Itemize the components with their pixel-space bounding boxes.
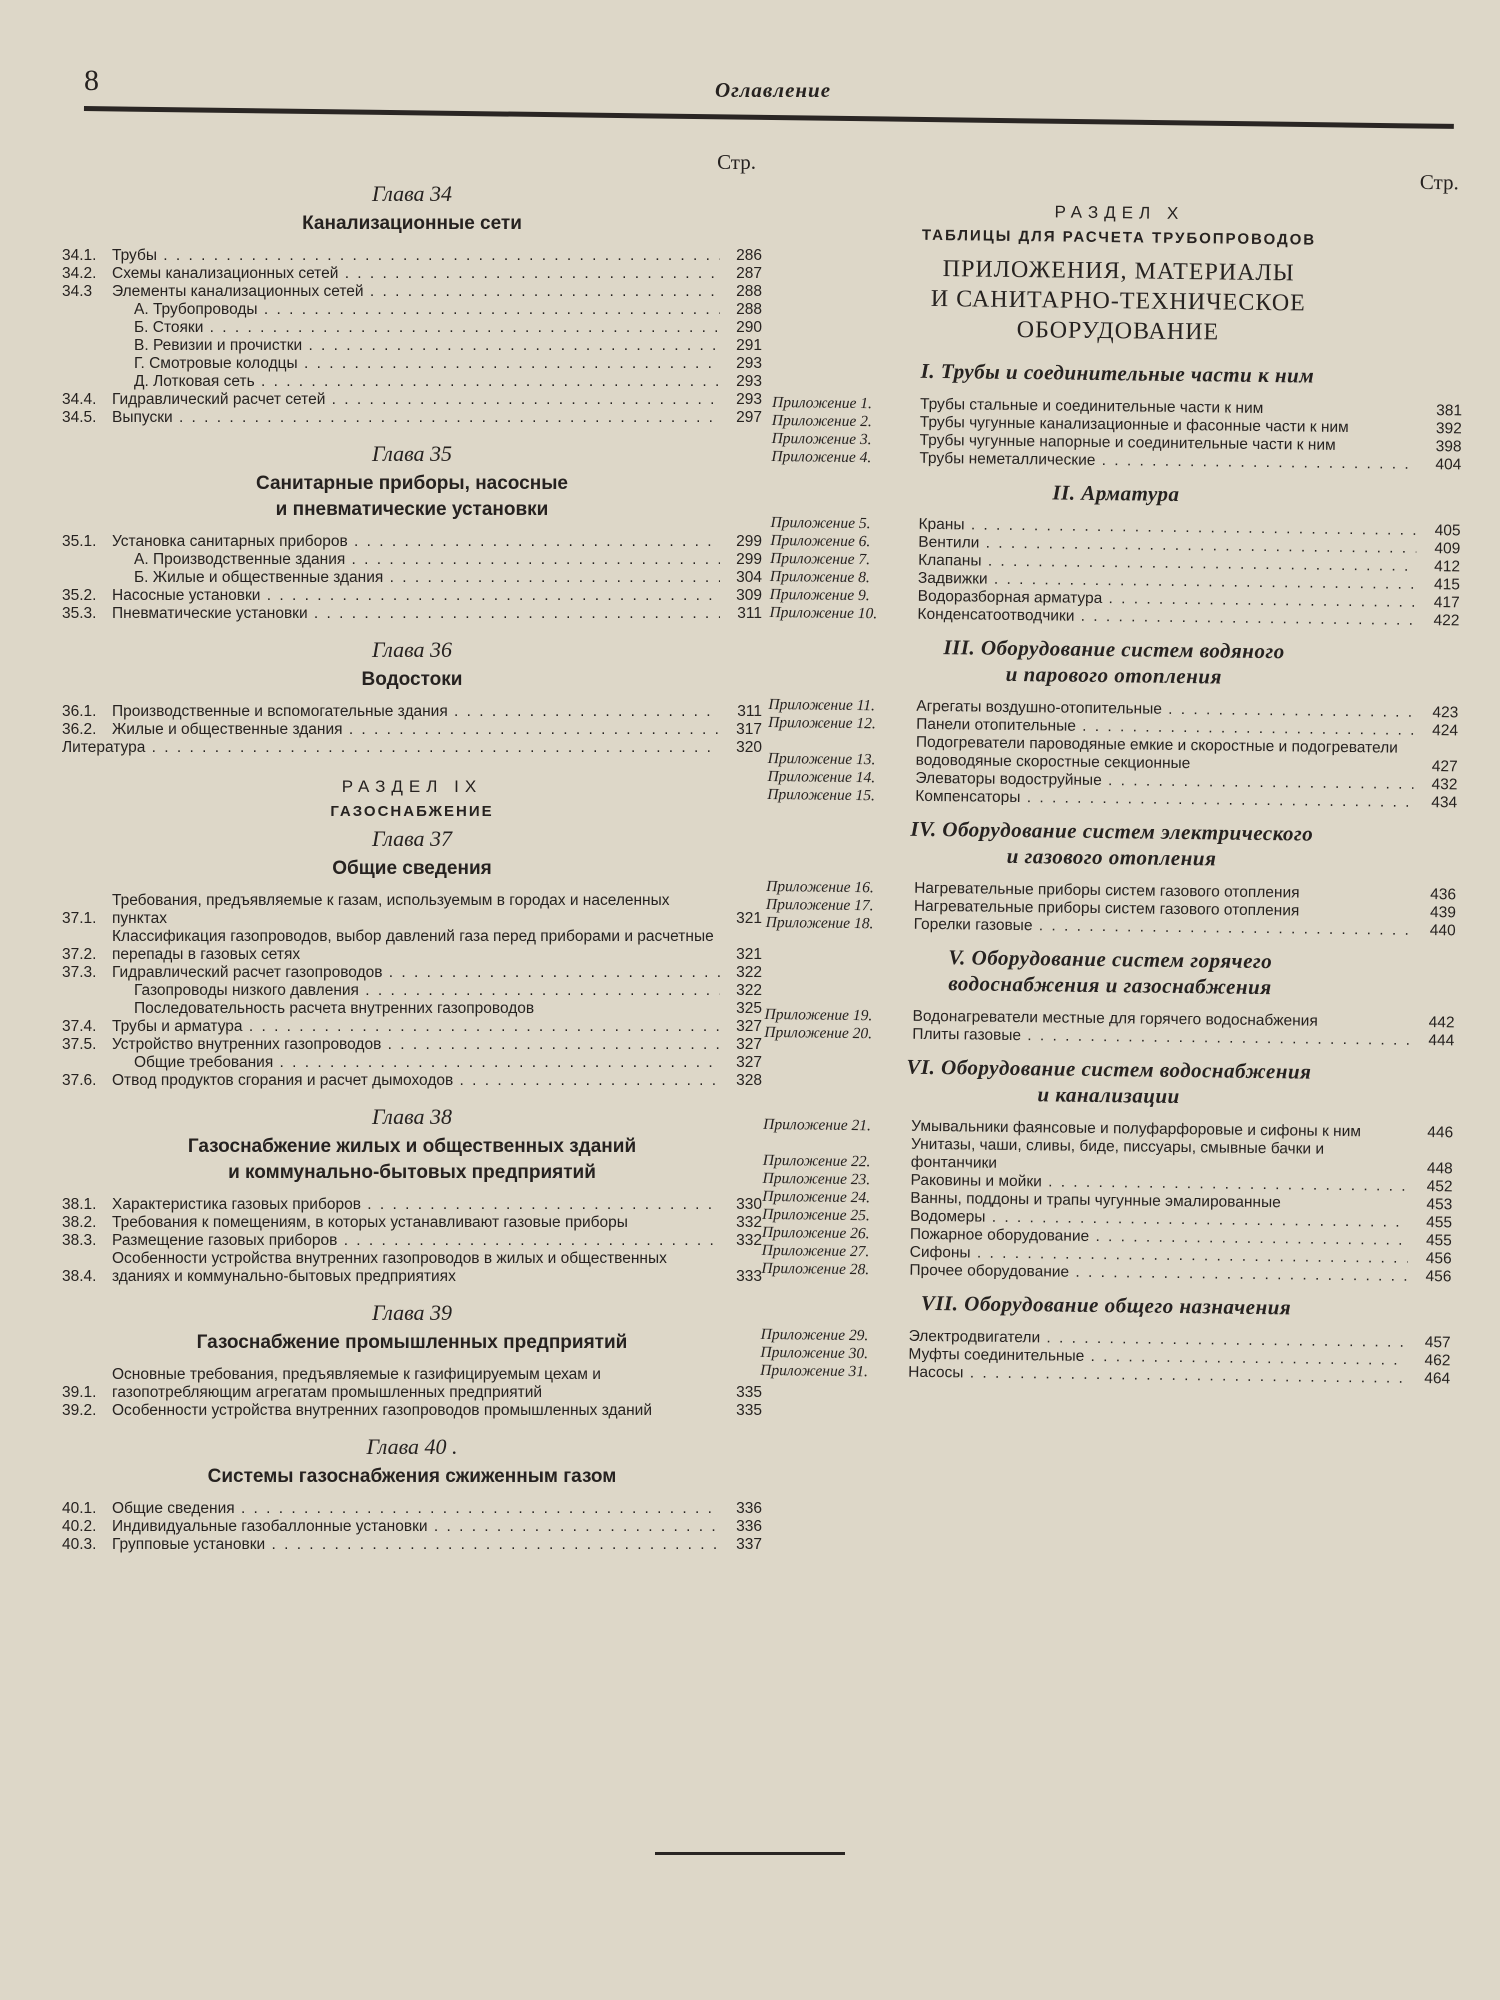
appendix-entry-page: 464 xyxy=(1424,1370,1451,1388)
toc-entry xyxy=(62,391,762,409)
appendix-entry-page: 409 xyxy=(1434,540,1461,558)
appendix-number: Приложение 12. xyxy=(768,713,876,733)
entry-page: 321 xyxy=(736,910,762,927)
toc-entry xyxy=(62,337,762,355)
appendix-number: Приложение 30. xyxy=(760,1343,869,1363)
appendix-section-heading xyxy=(772,356,1462,390)
entry-number: 37.4. xyxy=(62,1018,97,1035)
entry-title: Индивидуальные газобаллонные установки . . . xyxy=(112,1518,720,1536)
chapter-title-line: Водостоки xyxy=(361,669,463,690)
entry-number: 34.1. xyxy=(62,247,97,264)
entry-title: Г. Смотровые колодцы . . . xyxy=(112,355,720,373)
entry-title: Установка санитарных приборов . . . xyxy=(112,533,720,551)
entry-title: Групповые установки . . . xyxy=(112,1536,720,1554)
appendix-entry-title: Водомеры . . . xyxy=(910,1208,1408,1232)
appendix-number: Приложение 2. xyxy=(771,411,872,431)
end-rule xyxy=(655,1852,845,1855)
toc-entry xyxy=(62,265,762,283)
toc-entry xyxy=(62,587,762,605)
appendix-title xyxy=(773,252,1464,350)
entry-title: Литература . . . xyxy=(62,739,720,757)
toc-entry xyxy=(62,928,762,964)
appendix-entry-title: Клапаны . . . xyxy=(918,552,1416,576)
appendix-entry-page: 412 xyxy=(1434,558,1461,576)
appendix-number: Приложение 11. xyxy=(768,695,875,715)
appendix-number: Приложение 23. xyxy=(762,1169,871,1189)
appendix-entry-title: Нагревательные приборы систем газового отопления xyxy=(913,897,1300,920)
appendix-section-heading xyxy=(771,476,1461,510)
toc-entry xyxy=(62,982,762,1000)
entry-page: 328 xyxy=(736,1072,762,1089)
appendix-section-heading xyxy=(766,814,1457,874)
block-spacer xyxy=(62,1420,762,1428)
toc-entry xyxy=(62,892,762,928)
appendix-entry-page: 417 xyxy=(1433,594,1460,612)
entry-page: 299 xyxy=(736,551,762,568)
chapter-title-line: Газоснабжение жилых и общественных зданий xyxy=(187,1136,637,1157)
section-heading: РАЗДЕЛ IX xyxy=(341,777,483,796)
block-spacer xyxy=(62,1286,762,1294)
appendix-entry-page: 427 xyxy=(1431,758,1458,776)
appendix-entry-title: Водонагреватели местные для горячего водоснабжения xyxy=(912,1007,1318,1030)
entry-title: В. Ревизии и прочистки . . . xyxy=(112,337,720,355)
entry-number: 38.4. xyxy=(62,1268,97,1285)
entry-number: 38.3. xyxy=(62,1232,97,1249)
appendix-entry-title: Подогреватели пароводяные емкие и скоростные и подогреватели водоводяные скоростные секционные xyxy=(915,733,1398,773)
entry-page: 304 xyxy=(736,569,762,586)
appendix-number: Приложение 5. xyxy=(770,513,871,533)
chapter-number: Глава 34 xyxy=(371,181,453,206)
entry-page: 288 xyxy=(736,301,762,318)
appendix-entry-page: 455 xyxy=(1425,1232,1452,1250)
entry-page: 317 xyxy=(736,721,762,738)
entry-page: 333 xyxy=(736,1268,762,1285)
chapter-title-line: и пневматические установки xyxy=(275,499,549,520)
appendix-title-line: И САНИТАРНО-ТЕХНИЧЕСКОЕ xyxy=(930,285,1306,317)
appendix-entry-title: Плиты газовые . . . xyxy=(912,1026,1410,1050)
appendix-number: Приложение 14. xyxy=(767,767,876,787)
appendix-entry-page: 432 xyxy=(1431,776,1458,794)
entry-page: 309 xyxy=(736,587,762,604)
appendix-entry-page: 404 xyxy=(1435,456,1462,474)
appendix-entry-page: 444 xyxy=(1428,1032,1455,1050)
entry-title: Газопроводы низкого давления . . . xyxy=(112,982,720,1000)
appendix-entry-title: Агрегаты воздушно-отопительные . . . xyxy=(916,698,1414,722)
chapter-title-line: и коммунально-бытовых предприятий xyxy=(228,1162,596,1183)
entry-title: Схемы канализационных сетей . . . xyxy=(112,265,720,283)
appendix-number: Приложение 9. xyxy=(769,585,870,605)
appendix-section-heading-line: и парового отопления xyxy=(1005,661,1223,689)
appendix-section-heading-line: водоснабжения и газоснабжения xyxy=(948,971,1272,1000)
header-rule xyxy=(84,106,1454,129)
appendix-entry-page: 422 xyxy=(1433,612,1460,630)
entry-page: 327 xyxy=(736,1018,762,1035)
appendix-entry-page: 455 xyxy=(1426,1214,1453,1232)
entry-title: Требования, предъявляемые к газам, используемым в городах и населенных пунктах xyxy=(112,892,670,927)
appendix-section-heading-line: V. Оборудование систем горячего xyxy=(948,945,1273,974)
toc-entry xyxy=(62,1072,762,1090)
chapter-title xyxy=(62,1464,762,1490)
appendix-number: Приложение 27. xyxy=(761,1241,870,1261)
entry-page: 293 xyxy=(736,373,762,390)
entry-page: 320 xyxy=(736,739,762,756)
appendix-entry-title: Унитазы, чаши, сливы, биде, писсуары, смывные бачки и фонтанчики xyxy=(910,1135,1325,1172)
entry-number: 39.1. xyxy=(62,1384,97,1401)
entry-title: Б. Стояки . . . xyxy=(112,319,720,337)
appendix-entry-page: 392 xyxy=(1435,420,1462,438)
toc-entry xyxy=(62,1500,762,1518)
toc-entry xyxy=(62,739,762,757)
entry-page: 332 xyxy=(736,1232,762,1249)
entry-title: Последовательность расчета внутренних газопроводов xyxy=(134,1000,535,1017)
appendix-section-heading-line: III. Оборудование систем водяного xyxy=(943,635,1285,664)
appendix-section-heading xyxy=(761,1288,1451,1322)
toc-entry xyxy=(62,355,762,373)
entry-title: Б. Жилые и общественные здания . . . xyxy=(112,569,720,587)
entry-title: Устройство внутренних газопроводов . . . xyxy=(112,1036,720,1054)
appendix-title-line: ПРИЛОЖЕНИЯ, МАТЕРИАЛЫ xyxy=(942,256,1295,287)
appendix-number: Приложение 3. xyxy=(771,429,872,449)
toc-entry xyxy=(62,1518,762,1536)
appendix-entry-title: Горелки газовые . . . xyxy=(914,916,1412,940)
appendix-section-heading-line: I. Трубы и соединительные части к ним xyxy=(920,358,1315,388)
entry-title: Характеристика газовых приборов . . . xyxy=(112,1196,720,1214)
toc-entry xyxy=(62,605,762,623)
entry-number: 35.3. xyxy=(62,605,97,622)
toc-entry xyxy=(62,373,762,391)
appendix-number: Приложение 20. xyxy=(764,1023,873,1043)
section-subheading: ТАБЛИЦЫ ДЛЯ РАСЧЕТА ТРУБОПРОВОДОВ xyxy=(921,226,1317,249)
entry-title: Размещение газовых приборов . . . xyxy=(112,1232,720,1250)
entry-title: Элементы канализационных сетей . . . xyxy=(112,283,720,301)
appendix-number: Приложение 28. xyxy=(761,1259,870,1279)
appendix-section-heading-line: VI. Оборудование систем водоснабжения xyxy=(906,1054,1312,1084)
chapter-title-line: Канализационные сети xyxy=(302,213,522,234)
toc-entry xyxy=(62,301,762,319)
appendix-number: Приложение 8. xyxy=(769,567,870,587)
entry-number: 38.1. xyxy=(62,1196,97,1213)
toc-entry xyxy=(62,1214,762,1232)
entry-title: Насосные установки . . . xyxy=(112,587,720,605)
appendix-section-heading-line: IV. Оборудование систем электрического xyxy=(910,816,1314,846)
entry-number: 35.1. xyxy=(62,533,97,550)
appendix-entry-page: 398 xyxy=(1435,438,1462,456)
toc-entry xyxy=(62,703,762,721)
appendix-entry-page: 434 xyxy=(1431,794,1458,812)
appendix-number: Приложение 10. xyxy=(769,603,878,623)
section-heading: РАЗДЕЛ X xyxy=(1054,202,1185,224)
appendix-title-line: ОБОРУДОВАНИЕ xyxy=(1016,316,1220,346)
appendix-entry-page: 442 xyxy=(1428,1014,1455,1032)
entry-title: Жилые и общественные здания . . . xyxy=(112,721,720,739)
appendix-entry-page: 448 xyxy=(1426,1160,1453,1178)
chapter-number: Глава 36 xyxy=(371,637,453,662)
entry-title: Особенности устройства внутренних газопроводов в жилых и общественных зданиях и коммунально-бытовых предприятиях xyxy=(112,1250,667,1285)
entry-page: 325 xyxy=(736,1000,762,1017)
appendix-entry-title: Пожарное оборудование . . . xyxy=(910,1226,1408,1250)
appendix-number: Приложение 15. xyxy=(767,785,876,805)
entry-title: Выпуски . . . xyxy=(112,409,720,427)
appendix-number: Приложение 29. xyxy=(760,1325,869,1345)
entry-page: 336 xyxy=(736,1500,762,1517)
page-column-label: Стр. xyxy=(1419,169,1459,195)
entry-title: А. Производственные здания . . . xyxy=(112,551,720,569)
toc-entry xyxy=(62,1018,762,1036)
appendix-entry-page: 436 xyxy=(1430,886,1457,904)
appendix-entry-title: Водоразборная арматура . . . xyxy=(918,588,1416,612)
entry-title: Общие сведения . . . xyxy=(112,1500,720,1518)
chapter-number: Глава 38 xyxy=(371,1104,453,1129)
entry-page: 321 xyxy=(736,946,762,963)
toc-entry xyxy=(62,409,762,427)
entry-title: Трубы . . . xyxy=(112,247,720,265)
entry-title: Классификация газопроводов, выбор давлений газа перед приборами и расчетные перепады в газовых сетях xyxy=(112,928,714,963)
appendix-section-heading-line: II. Арматура xyxy=(1052,480,1180,506)
appendix-entry-page: 405 xyxy=(1434,522,1461,540)
toc-entry xyxy=(62,569,762,587)
entry-number: 35.2. xyxy=(62,587,97,604)
appendix-entry-title: Прочее оборудование . . . xyxy=(909,1262,1407,1286)
toc-entry xyxy=(62,283,762,301)
appendix-number: Приложение 25. xyxy=(762,1205,870,1225)
chapter-title xyxy=(62,1134,762,1186)
appendix-number: Приложение 17. xyxy=(765,895,874,915)
appendix-section-heading-line: VII. Оборудование общего назначения xyxy=(920,1290,1292,1320)
toc-entry xyxy=(62,1054,762,1072)
appendix-entry-page: 440 xyxy=(1429,922,1456,940)
toc-entry xyxy=(62,319,762,337)
chapter-title-line: Санитарные приборы, насосные xyxy=(256,473,568,494)
appendix-entry-title: Раковины и мойки . . . xyxy=(910,1172,1408,1196)
entry-page: 297 xyxy=(736,409,762,426)
appendix-entry-page: 452 xyxy=(1426,1178,1453,1196)
running-header-title: Оглавление xyxy=(715,78,832,102)
appendix-entry-title: Умывальники фаянсовые и полуфарфоровые и сифоны к ним xyxy=(911,1117,1362,1141)
toc-entry xyxy=(62,1366,762,1402)
entry-number: 36.1. xyxy=(62,703,97,720)
appendix-section-heading xyxy=(765,942,1456,1002)
chapter-title xyxy=(62,856,762,882)
appendix-entry-title: Панели отопительные . . . xyxy=(916,716,1414,740)
entry-title: Гидравлический расчет газопроводов . . . xyxy=(112,964,720,982)
appendix-entry-title: Насосы . . . xyxy=(908,1364,1406,1388)
toc-entry xyxy=(62,1196,762,1214)
appendix-entry-title: Трубы чугунные напорные и соединительные части к ним xyxy=(919,431,1336,454)
entry-page: 287 xyxy=(736,265,762,282)
entry-title: Основные требования, предъявляемые к газифицируемым цехам и газопотребляющим агрегатам промышленных предприятий xyxy=(112,1366,601,1401)
entry-page: 335 xyxy=(736,1384,762,1401)
entry-title: Отвод продуктов сгорания и расчет дымоходов . . . xyxy=(112,1072,720,1090)
entry-number: 40.3. xyxy=(62,1536,97,1553)
entry-title: Особенности устройства внутренних газопроводов промышленных зданий xyxy=(112,1402,653,1419)
entry-title: Производственные и вспомогательные здания . . . xyxy=(112,703,720,721)
appendix-entry-page: 456 xyxy=(1425,1250,1452,1268)
entry-number: 34.5. xyxy=(62,409,97,426)
entry-title: Пневматические установки . . . xyxy=(112,605,720,623)
chapter-title xyxy=(62,211,762,237)
chapter-number: Глава 37 xyxy=(371,826,453,851)
appendix-entry-title: Элеваторы водоструйные . . . xyxy=(915,770,1413,794)
entry-title: Требования к помещениям, в которых устанавливают газовые приборы xyxy=(112,1214,628,1231)
chapter-title-line: Системы газоснабжения сжиженным газом xyxy=(207,1466,617,1487)
appendix-section-heading xyxy=(769,632,1460,692)
toc-entry xyxy=(62,1536,762,1554)
entry-number: 40.2. xyxy=(62,1518,97,1535)
chapter-number: Глава 40 . xyxy=(366,1434,458,1459)
entry-page: 291 xyxy=(736,337,762,354)
block-spacer xyxy=(62,757,762,765)
toc-entry xyxy=(62,1000,762,1018)
entry-number: 37.1. xyxy=(62,910,97,927)
chapter-title-line: Газоснабжение промышленных предприятий xyxy=(196,1332,628,1353)
entry-number: 37.3. xyxy=(62,964,97,981)
entry-page: 288 xyxy=(736,283,762,300)
appendix-number: Приложение 7. xyxy=(770,549,871,569)
appendix-entry-title: Трубы чугунные канализационные и фасонные части к ним xyxy=(919,413,1349,437)
entry-number: 37.5. xyxy=(62,1036,97,1053)
appendix-entry-title: Сифоны . . . xyxy=(910,1244,1408,1268)
block-spacer xyxy=(62,1090,762,1098)
entry-page: 286 xyxy=(736,247,762,264)
appendix-number: Приложение 31. xyxy=(760,1361,869,1381)
toc-entry xyxy=(62,551,762,569)
appendix-entry-page: 424 xyxy=(1432,722,1459,740)
toc-entry xyxy=(62,1232,762,1250)
entry-page: 290 xyxy=(736,319,762,336)
toc-entry xyxy=(62,964,762,982)
entry-page: 311 xyxy=(737,605,762,622)
appendix-number: Приложение 13. xyxy=(767,749,876,769)
toc-entry xyxy=(62,1036,762,1054)
section-subheading: ГАЗОСНАБЖЕНИЕ xyxy=(330,803,494,820)
chapter-title-line: Общие сведения xyxy=(332,858,492,879)
entry-page: 311 xyxy=(737,703,762,720)
appendix-number: Приложение 26. xyxy=(761,1223,870,1243)
entry-page: 299 xyxy=(736,533,762,550)
appendix-number: Приложение 6. xyxy=(770,531,871,551)
appendix-entry-title: Трубы неметаллические . . . xyxy=(919,450,1417,474)
entry-page: 322 xyxy=(736,964,762,981)
appendix-entry-page: 456 xyxy=(1425,1268,1452,1286)
toc-entry xyxy=(62,533,762,551)
appendix-entry-page: 381 xyxy=(1436,402,1463,420)
appendix-entry-page: 415 xyxy=(1433,576,1460,594)
appendix-entry-title: Нагревательные приборы систем газового отопления xyxy=(914,879,1300,902)
entry-number: 34.2. xyxy=(62,265,97,282)
appendix-number: Приложение 21. xyxy=(763,1115,872,1135)
appendix-entry-title: Трубы стальные и соединительные части к ним xyxy=(919,395,1264,417)
appendix-entry-title: Конденсатоотводчики . . . xyxy=(917,606,1415,630)
entry-page: 337 xyxy=(736,1536,762,1553)
toc-entry xyxy=(62,247,762,265)
entry-number: 40.1. xyxy=(62,1500,97,1517)
appendix-number: Приложение 18. xyxy=(765,913,874,933)
entry-page: 322 xyxy=(736,982,762,999)
appendix-entry-title: Краны . . . xyxy=(918,516,1416,540)
right-column xyxy=(760,162,1465,1388)
appendix-number: Приложение 19. xyxy=(764,1005,873,1025)
entry-page: 336 xyxy=(736,1518,762,1535)
appendix-section-heading-line: и газового отопления xyxy=(1006,843,1217,871)
chapter-number: Глава 39 xyxy=(371,1300,453,1325)
appendix-entry-page: 446 xyxy=(1427,1124,1454,1142)
entry-number: 34.3 xyxy=(62,283,93,300)
block-spacer xyxy=(62,623,762,631)
entry-page: 330 xyxy=(736,1196,762,1213)
entry-page: 293 xyxy=(736,391,762,408)
page-column-label: Стр. xyxy=(717,150,756,174)
chapter-title xyxy=(62,471,762,523)
entry-number: 37.6. xyxy=(62,1072,97,1089)
chapter-number: Глава 35 xyxy=(371,441,453,466)
entry-title: Гидравлический расчет сетей . . . xyxy=(112,391,720,409)
entry-page: 335 xyxy=(736,1402,762,1419)
toc-entry xyxy=(62,1250,762,1286)
appendix-entry-title: Электродвигатели . . . xyxy=(909,1328,1407,1352)
entry-page: 332 xyxy=(736,1214,762,1231)
appendix-number: Приложение 22. xyxy=(762,1151,871,1171)
entry-number: 34.4. xyxy=(62,391,97,408)
chapter-title xyxy=(62,1330,762,1356)
appendix-entry-page: 453 xyxy=(1426,1196,1453,1214)
entry-number: 37.2. xyxy=(62,946,97,963)
entry-title: А. Трубопроводы . . . xyxy=(112,301,720,319)
appendix-section-heading-line: и канализации xyxy=(1037,1082,1180,1109)
appendix-number: Приложение 24. xyxy=(762,1187,871,1207)
entry-title: Общие требования . . . xyxy=(112,1054,720,1072)
entry-title: Трубы и арматура . . . xyxy=(112,1018,720,1036)
chapter-title xyxy=(62,667,762,693)
appendix-entry-title: Ванны, поддоны и трапы чугунные эмалированные xyxy=(910,1189,1281,1212)
toc-entry xyxy=(62,1402,762,1420)
appendix-entry-title: Задвижки . . . xyxy=(918,570,1416,594)
block-spacer xyxy=(62,427,762,435)
appendix-number: Приложение 16. xyxy=(766,877,874,897)
entry-number: 38.2. xyxy=(62,1214,97,1231)
entry-page: 327 xyxy=(736,1036,762,1053)
appendix-entry-title: Компенсаторы . . . xyxy=(915,788,1413,812)
entry-title: Д. Лотковая сеть . . . xyxy=(112,373,720,391)
appendix-entry-title: Вентили . . . xyxy=(918,534,1416,558)
entry-number: 36.2. xyxy=(62,721,97,738)
appendix-entry-page: 457 xyxy=(1424,1334,1451,1352)
appendix-entry-page: 439 xyxy=(1429,904,1456,922)
toc-entry xyxy=(62,721,762,739)
page-number: 8 xyxy=(84,64,99,97)
entry-page: 293 xyxy=(736,355,762,372)
entry-number: 39.2. xyxy=(62,1402,97,1419)
entry-page: 327 xyxy=(736,1054,762,1071)
appendix-entry-title: Муфты соединительные . . . xyxy=(908,1346,1406,1370)
appendix-section-heading xyxy=(763,1052,1454,1112)
appendix-entry-page: 423 xyxy=(1432,704,1459,722)
appendix-entry-page: 462 xyxy=(1424,1352,1451,1370)
appendix-number: Приложение 4. xyxy=(771,447,872,467)
left-column xyxy=(62,150,762,1562)
block-spacer xyxy=(62,1554,762,1562)
appendix-number: Приложение 1. xyxy=(771,393,873,413)
